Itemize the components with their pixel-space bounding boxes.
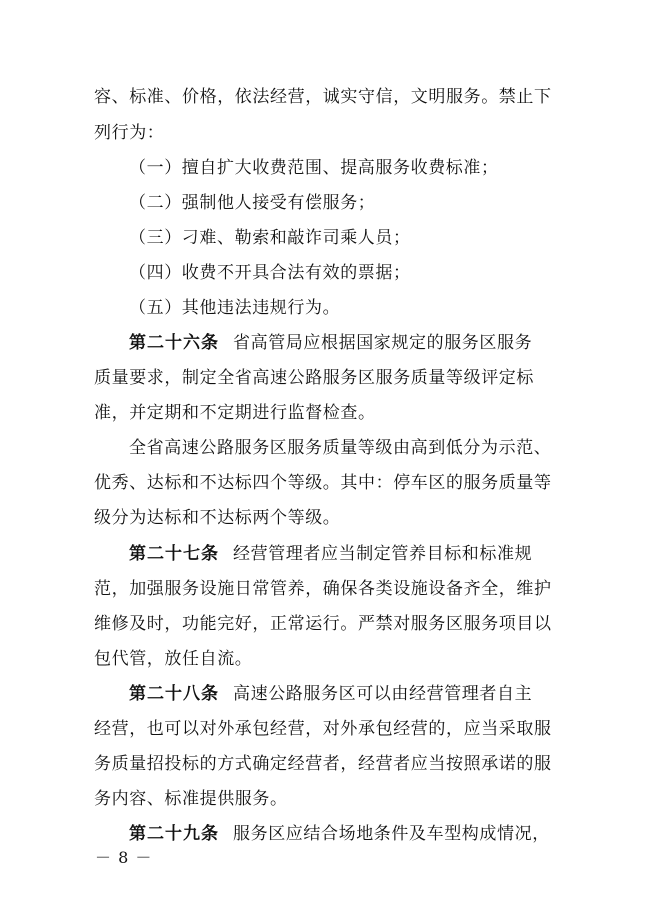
text-line: 维修及时，功能完好，正常运行。严禁对服务区服务项目以 — [94, 614, 552, 634]
article-29 — [129, 823, 609, 845]
text-line: 优秀、达标和不达标四个等级。其中：停车区的服务质量等 — [94, 473, 552, 493]
article-26 — [129, 332, 609, 354]
text-line: 范，加强服务设施日常管养，确保各类设施设备齐全，维护 — [94, 579, 552, 599]
text-line: 务内容、标准提供服务。 — [94, 789, 288, 809]
article-28-heading: 第二十八条 — [129, 684, 219, 704]
article-29-text: 服务区应结合场地条件及车型构成情况， — [233, 824, 550, 844]
article-28 — [129, 683, 609, 705]
text-line: 列行为： — [94, 123, 165, 143]
article-27-text: 经营管理者应当制定管养目标和标准规 — [233, 544, 533, 564]
text-line: 包代管，放任自流。 — [94, 649, 253, 669]
text-line: 准，并定期和不定期进行监督检查。 — [94, 403, 376, 423]
article-29-heading: 第二十九条 — [129, 824, 219, 844]
text-line: 质量要求，制定全省高速公路服务区服务质量等级评定标 — [94, 368, 534, 388]
list-item-2: （二）强制他人接受有偿服务； — [129, 193, 376, 213]
paragraph-first-line: 全省高速公路服务区服务质量等级由高到低分为示范、 — [129, 438, 552, 458]
article-27-heading: 第二十七条 — [129, 544, 219, 564]
list-item-3: （三）刁难、勒索和敲诈司乘人员； — [129, 228, 411, 248]
list-item-5: （五）其他违法违规行为。 — [129, 298, 341, 318]
article-26-text: 省高管局应根据国家规定的服务区服务 — [233, 333, 533, 353]
text-line: 务质量招投标的方式确定经营者，经营者应当按照承诺的服 — [94, 754, 552, 774]
text-line: 容、标准、价格，依法经营，诚实守信，文明服务。禁止下 — [94, 87, 552, 107]
list-item-4: （四）收费不开具合法有效的票据； — [129, 263, 411, 283]
page-number: － 8 － — [95, 848, 153, 867]
text-line: 经营，也可以对外承包经营，对外承包经营的，应当采取服 — [94, 719, 552, 739]
article-26-heading: 第二十六条 — [129, 333, 219, 353]
text-line: 级分为达标和不达标两个等级。 — [94, 508, 341, 528]
article-28-text: 高速公路服务区可以由经营管理者自主 — [233, 684, 533, 704]
article-27 — [129, 543, 609, 565]
list-item-1: （一）擅自扩大收费范围、提高服务收费标准； — [129, 158, 499, 178]
